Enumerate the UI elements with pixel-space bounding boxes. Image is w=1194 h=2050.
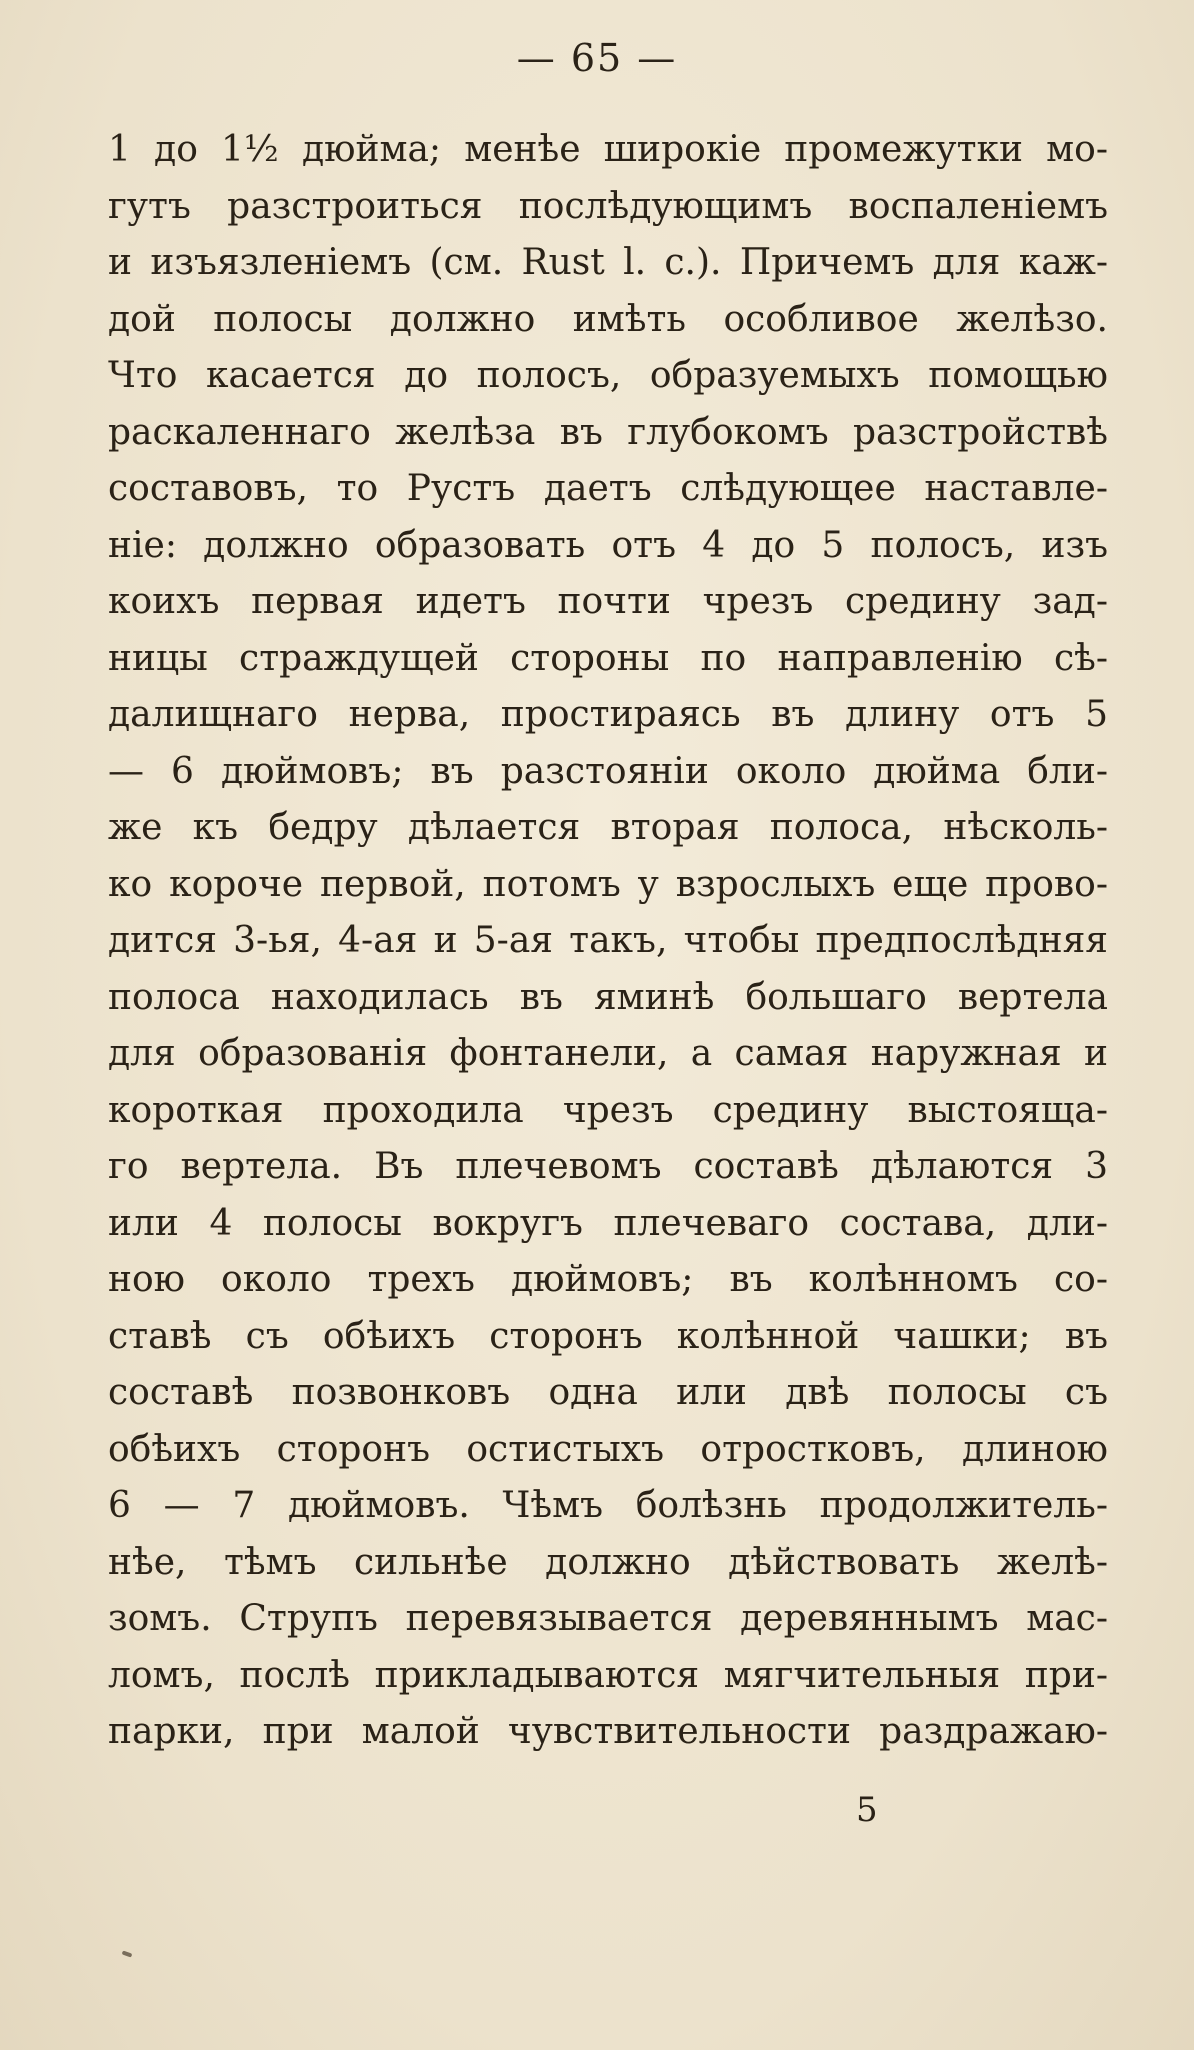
text-line: го вертела. Въ плечевомъ составѣ дѣлаются 3 <box>108 1146 1108 1187</box>
text-line: — 6 дюймовъ; въ разстояніи около дюйма бли- <box>108 750 1108 792</box>
text-line: обѣихъ сторонъ остистыхъ отростковъ, длиною <box>108 1428 1108 1470</box>
text-line: для образованія фонтанели, а самая наружная и <box>108 1033 1108 1074</box>
text-line: ною около трехъ дюймовъ; въ колѣнномъ со- <box>108 1259 1108 1300</box>
text-line: Что касается до полосъ, образуемыхъ помощью <box>108 355 1108 396</box>
text-line: ломъ, послѣ прикладываются мягчительныя при- <box>108 1654 1108 1696</box>
text-line: дится 3-ья, 4-ая и 5-ая такъ, чтобы предпослѣдняя <box>108 920 1108 961</box>
text-line: 6 — 7 дюймовъ. Чѣмъ болѣзнь продолжитель- <box>108 1485 1108 1526</box>
text-line: парки, при малой чувствительности раздражаю- <box>108 1711 1108 1752</box>
page-number-header: — 65 — <box>516 36 678 80</box>
text-line: нѣе, тѣмъ сильнѣе должно дѣйствовать желѣ- <box>108 1541 1108 1583</box>
text-line: зомъ. Струпъ перевязывается деревяннымъ мас- <box>108 1598 1108 1639</box>
text-line: короткая проходила чрезъ средину выстояща- <box>108 1089 1108 1131</box>
text-line: составѣ позвонковъ одна или двѣ полосы съ <box>108 1372 1108 1413</box>
text-line: ставѣ съ обѣихъ сторонъ колѣнной чашки; въ <box>108 1315 1108 1357</box>
text-line: коихъ первая идетъ почти чрезъ средину зад- <box>108 581 1108 622</box>
signature-mark: 5 <box>856 1790 878 1830</box>
text-line: или 4 полосы вокругъ плечеваго состава, дли- <box>108 1202 1108 1244</box>
text-line: и изъязленіемъ (см. Rust l. c.). Причемъ для каж- <box>108 242 1108 283</box>
text-line: ніе: должно образовать отъ 4 до 5 полосъ, изъ <box>108 524 1108 566</box>
text-line: дой полосы должно имѣть особливое желѣзо. <box>108 298 1108 340</box>
paper-speck <box>122 1950 133 1957</box>
text-line: полоса находилась въ яминѣ большаго вертела <box>108 976 1108 1018</box>
text-line: же къ бедру дѣлается вторая полоса, нѣсколь- <box>108 807 1108 848</box>
text-line: составовъ, то Рустъ даетъ слѣдующее наставле- <box>108 468 1108 509</box>
text-line: ко короче первой, потомъ у взрослыхъ еще прово- <box>108 863 1108 905</box>
text-line: ницы страждущей стороны по направленію сѣ- <box>108 637 1108 679</box>
text-line: 1 до 1½ дюйма; менѣе широкіе промежутки мо- <box>108 129 1108 170</box>
text-line: далищнаго нерва, простираясь въ длину отъ 5 <box>108 694 1108 735</box>
body-text <box>108 122 1108 1761</box>
text-line: гутъ разстроиться послѣдующимъ воспаленіемъ <box>108 185 1108 227</box>
text-line: раскаленнаго желѣза въ глубокомъ разстройствѣ <box>108 411 1108 453</box>
